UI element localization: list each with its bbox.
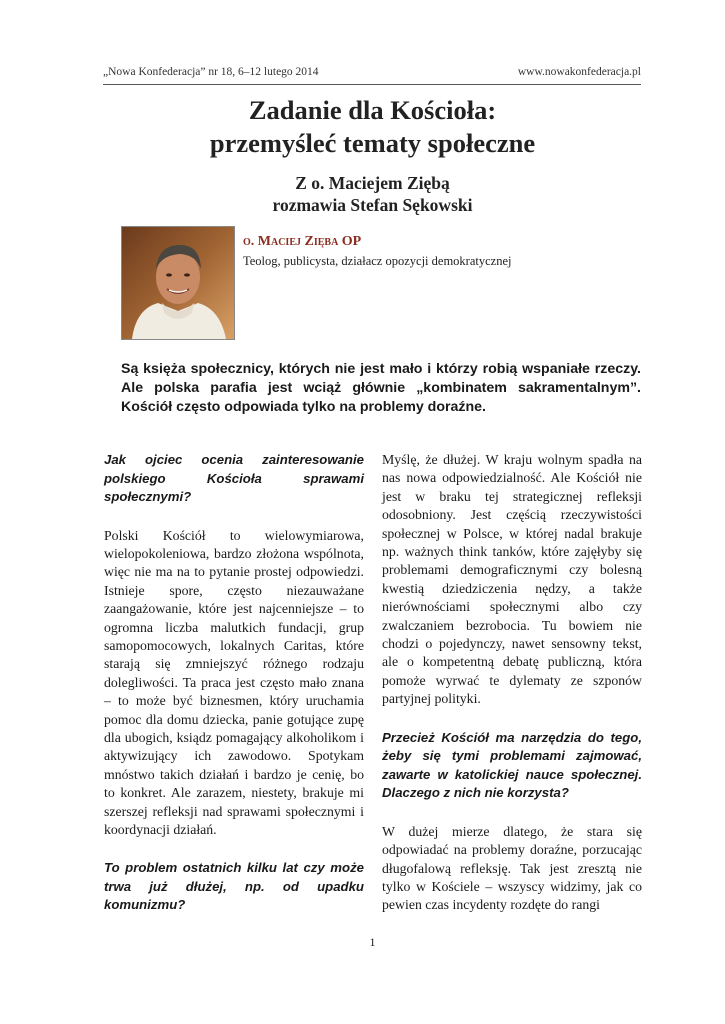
- publication-issue: „Nowa Konfederacja” nr 18, 6–12 lutego 2014: [103, 66, 319, 78]
- answer-1: Polski Kościół to wielowymiarowa, wielopokoleniowa, bardzo złożona wspólnota, więc nie ma na to pytanie prostej odpowiedzi. Istnieje spore, często niezauważane zaangażowanie, które jest najcenniejsze – to ogromna liczba malutkich fundacji, grup samopomocowych, lokalnych Caritas, które starają się zmniejszyć różnego rodzaju dolegliwości. Ta praca jest często mało znana – to może być biznesmen, który uruchamia pomoc dla domu dziecka, panie gotujące zupę dla ubogich, ksiądz pomagający alkoholikom i aktywizujący ich zawodowo. Spotykam mnóstwo takich działań i bardzo je cenię, bo to konkret. Ale zarazem, niestety, brakuje mi szerszej refleksji nad sprawami społecznymi i koordynacji działań.: [104, 527, 364, 837]
- author-portrait: [121, 226, 235, 340]
- text-column-right: [382, 451, 642, 935]
- article-title-line1: Zadanie dla Kościoła:: [248, 95, 497, 125]
- interview-byline-line1: Z o. Maciejem Ziębą: [295, 173, 450, 193]
- article-lead: Są księża społecznicy, których nie jest mało i którzy robią wspaniałe rzeczy. Ale polska parafia jest wciąż głównie „kombinatem sakramentalnym”. Kościół często odpowiada tylko na problemy doraźne.: [121, 361, 641, 415]
- question-3: Przecież Kościół ma narzędzia do tego, żeby się tymi problemami zajmować, zawarte w katolickiej nauce społecznej. Dlaczego z nich nie korzysta?: [382, 729, 642, 801]
- article-title-line2: przemyśleć tematy społeczne: [209, 128, 536, 158]
- question-1: Jak ojciec ocenia zainteresowanie polskiego Kościoła sprawami społecznymi?: [104, 452, 364, 504]
- website-url: www.nowakonfederacja.pl: [517, 66, 641, 78]
- interview-byline: [0, 172, 725, 216]
- answer-2: Myślę, że dłużej. W kraju wolnym spadła na nas nowa odpowiedzialność. Ale Kościół nie jest w braku tej strategicznej refleksji odosobniony. Jest częścią rzeczywistości społecznej w Polsce, w której nadal brakuje np. ważnych think tanków, które zajęłyby się problemami demograficznymi czy bolesną kwestią dziedziczenia nędzy, a także nierównościami społecznymi albo czy zwalczaniem bezrobocia. Tu bowiem nie chodzi o pojedynczy, nawet sensowny tekst, ale o kompetentną debatę publiczną, która pomoże wyrwać te dylematy ze szponów partyjnej polityki.: [382, 452, 642, 707]
- interview-byline-line2: rozmawia Stefan Sękowski: [272, 195, 473, 215]
- author-description: Teolog, publicysta, działacz opozycji demokratycznej: [243, 254, 512, 268]
- author-name: o. Maciej Zięba OP: [243, 234, 362, 249]
- answer-3: W dużej mierze dlatego, że stara się odpowiadać na problemy doraźne, porzucając długofalową refleksję. Tak jest zresztą nie tylko w Kościele – wszyscy widzimy, jak co pewien czas incydenty rozdęte do rangi: [382, 823, 642, 913]
- text-column-left: [104, 451, 364, 935]
- page-number: 1: [369, 935, 376, 949]
- question-2: To problem ostatnich kilku lat czy może trwa już dłużej, np. od upadku komunizmu?: [104, 860, 364, 913]
- header-divider: [103, 84, 641, 85]
- article-title: [0, 94, 725, 160]
